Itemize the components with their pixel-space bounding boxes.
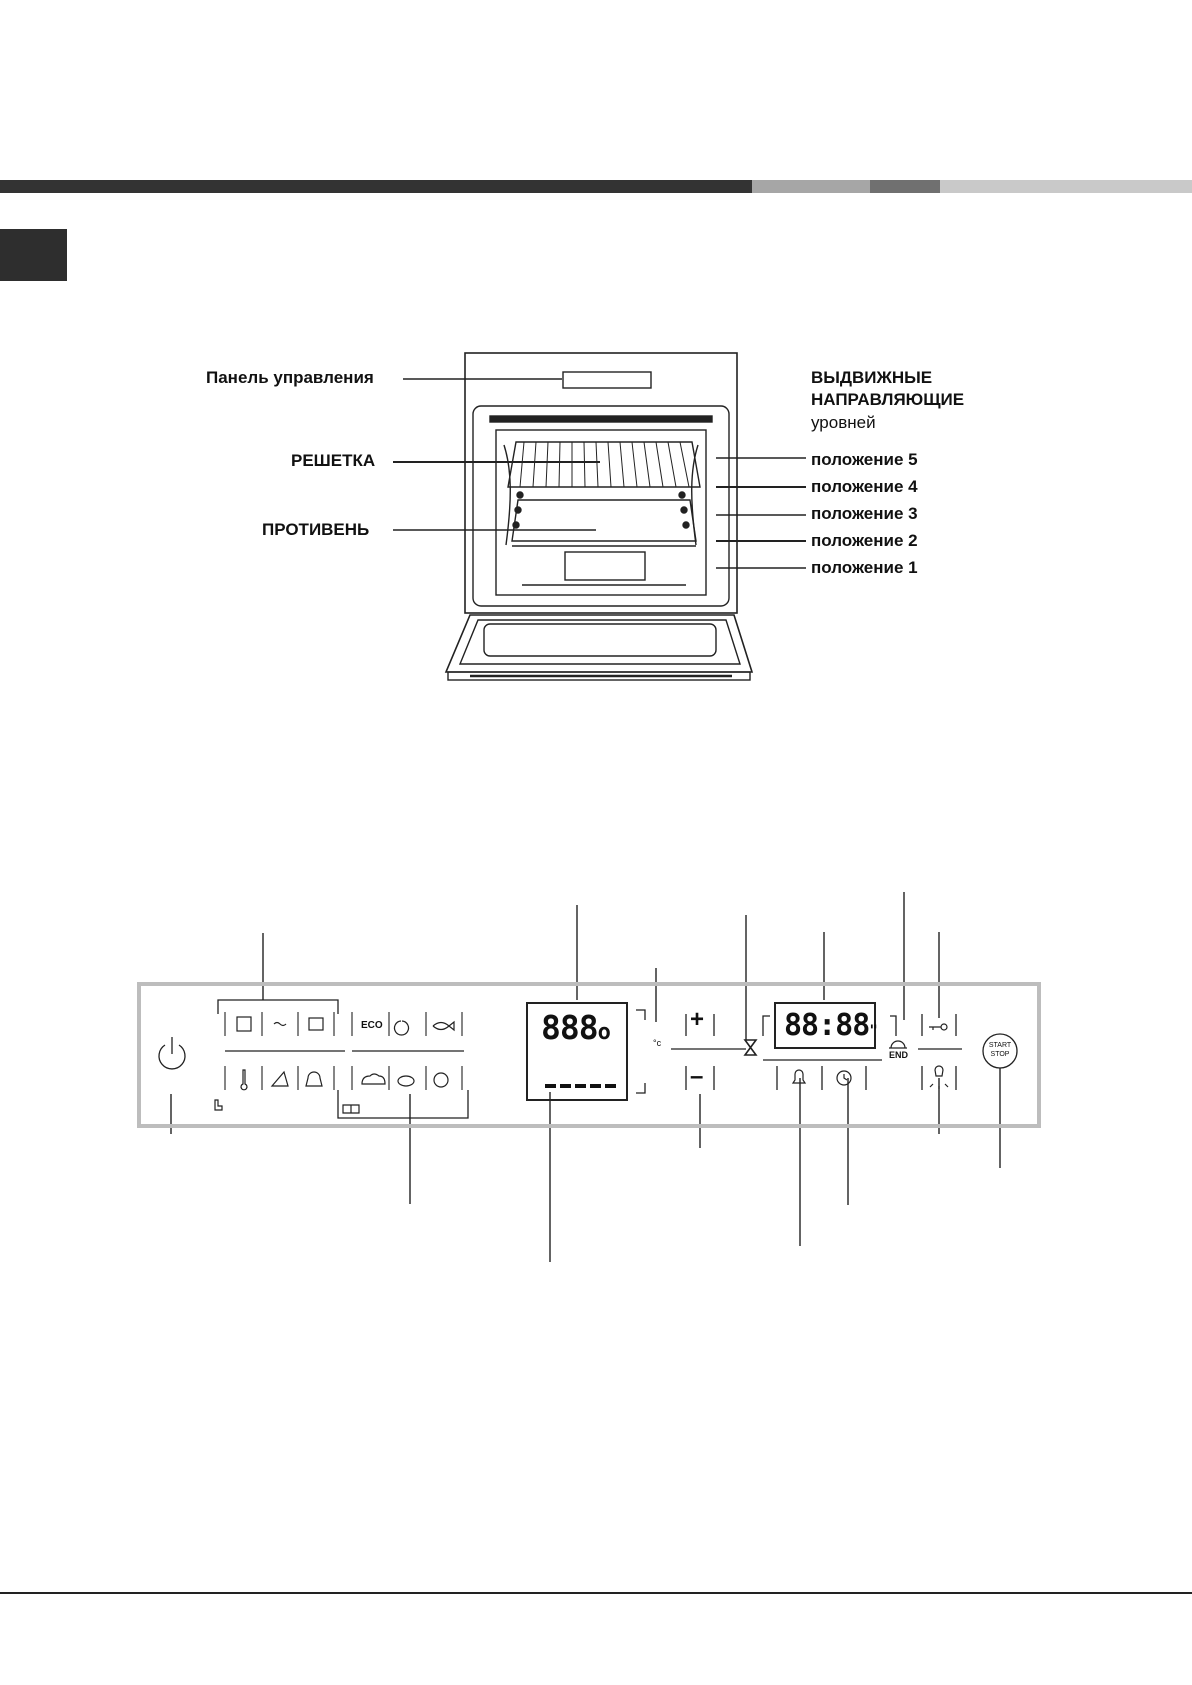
minus-button[interactable]: – (690, 1063, 704, 1090)
label-guides-2: НАПРАВЛЯЮЩИЕ (811, 390, 965, 409)
label-guides-3: уровней (811, 413, 876, 432)
fish-icon (433, 1022, 454, 1030)
label-position-5: положение 5 (811, 450, 918, 469)
top-heat-icon (274, 1023, 286, 1026)
eco-button-label[interactable]: ECO (361, 1020, 383, 1031)
pizza-icon (272, 1072, 288, 1086)
start-label: START (988, 1042, 1012, 1049)
fan-grill-icon (237, 1017, 251, 1031)
end-button-label[interactable]: END (889, 1050, 909, 1060)
temperature-digits: 888 (541, 1008, 598, 1047)
start-stop-button[interactable] (983, 1041, 1017, 1059)
label-control-panel: Панель управления (206, 368, 374, 387)
bell-icon (793, 1070, 805, 1083)
recipe-book-icon (343, 1105, 359, 1113)
label-position-2: положение 2 (811, 531, 918, 550)
bread-icon (306, 1072, 322, 1086)
label-rack: РЕШЕТКА (291, 451, 376, 470)
key-icon (929, 1024, 947, 1030)
label-position-3: положение 3 (811, 504, 918, 523)
label-position-4: положение 4 (811, 477, 918, 496)
temperature-degree: o (597, 1020, 610, 1045)
cake-icon (362, 1074, 385, 1084)
footer-rule (0, 1592, 1192, 1594)
fan-bottom-icon (309, 1018, 323, 1030)
label-guides-1: ВЫДВИЖНЫЕ (811, 368, 933, 387)
time-digits: 88:88 (784, 1008, 870, 1043)
thermometer-icon (241, 1070, 247, 1090)
meat-icon (395, 1021, 409, 1035)
stop-label: STOP (990, 1051, 1010, 1058)
time-display (784, 1008, 877, 1043)
time-suffix: " (869, 1023, 877, 1039)
label-tray: ПРОТИВЕНЬ (262, 520, 370, 539)
plus-button[interactable]: + (690, 1006, 705, 1033)
hand-icon (215, 1100, 222, 1110)
pie-icon (434, 1073, 448, 1087)
label-position-1: положение 1 (811, 558, 918, 577)
temperature-display (541, 1008, 610, 1047)
end-icon (889, 1041, 907, 1048)
celsius-label: °c (653, 1038, 662, 1048)
pastry-icon (398, 1076, 414, 1086)
hourglass-icon (745, 1040, 756, 1055)
temperature-bar-segments (545, 1084, 616, 1088)
